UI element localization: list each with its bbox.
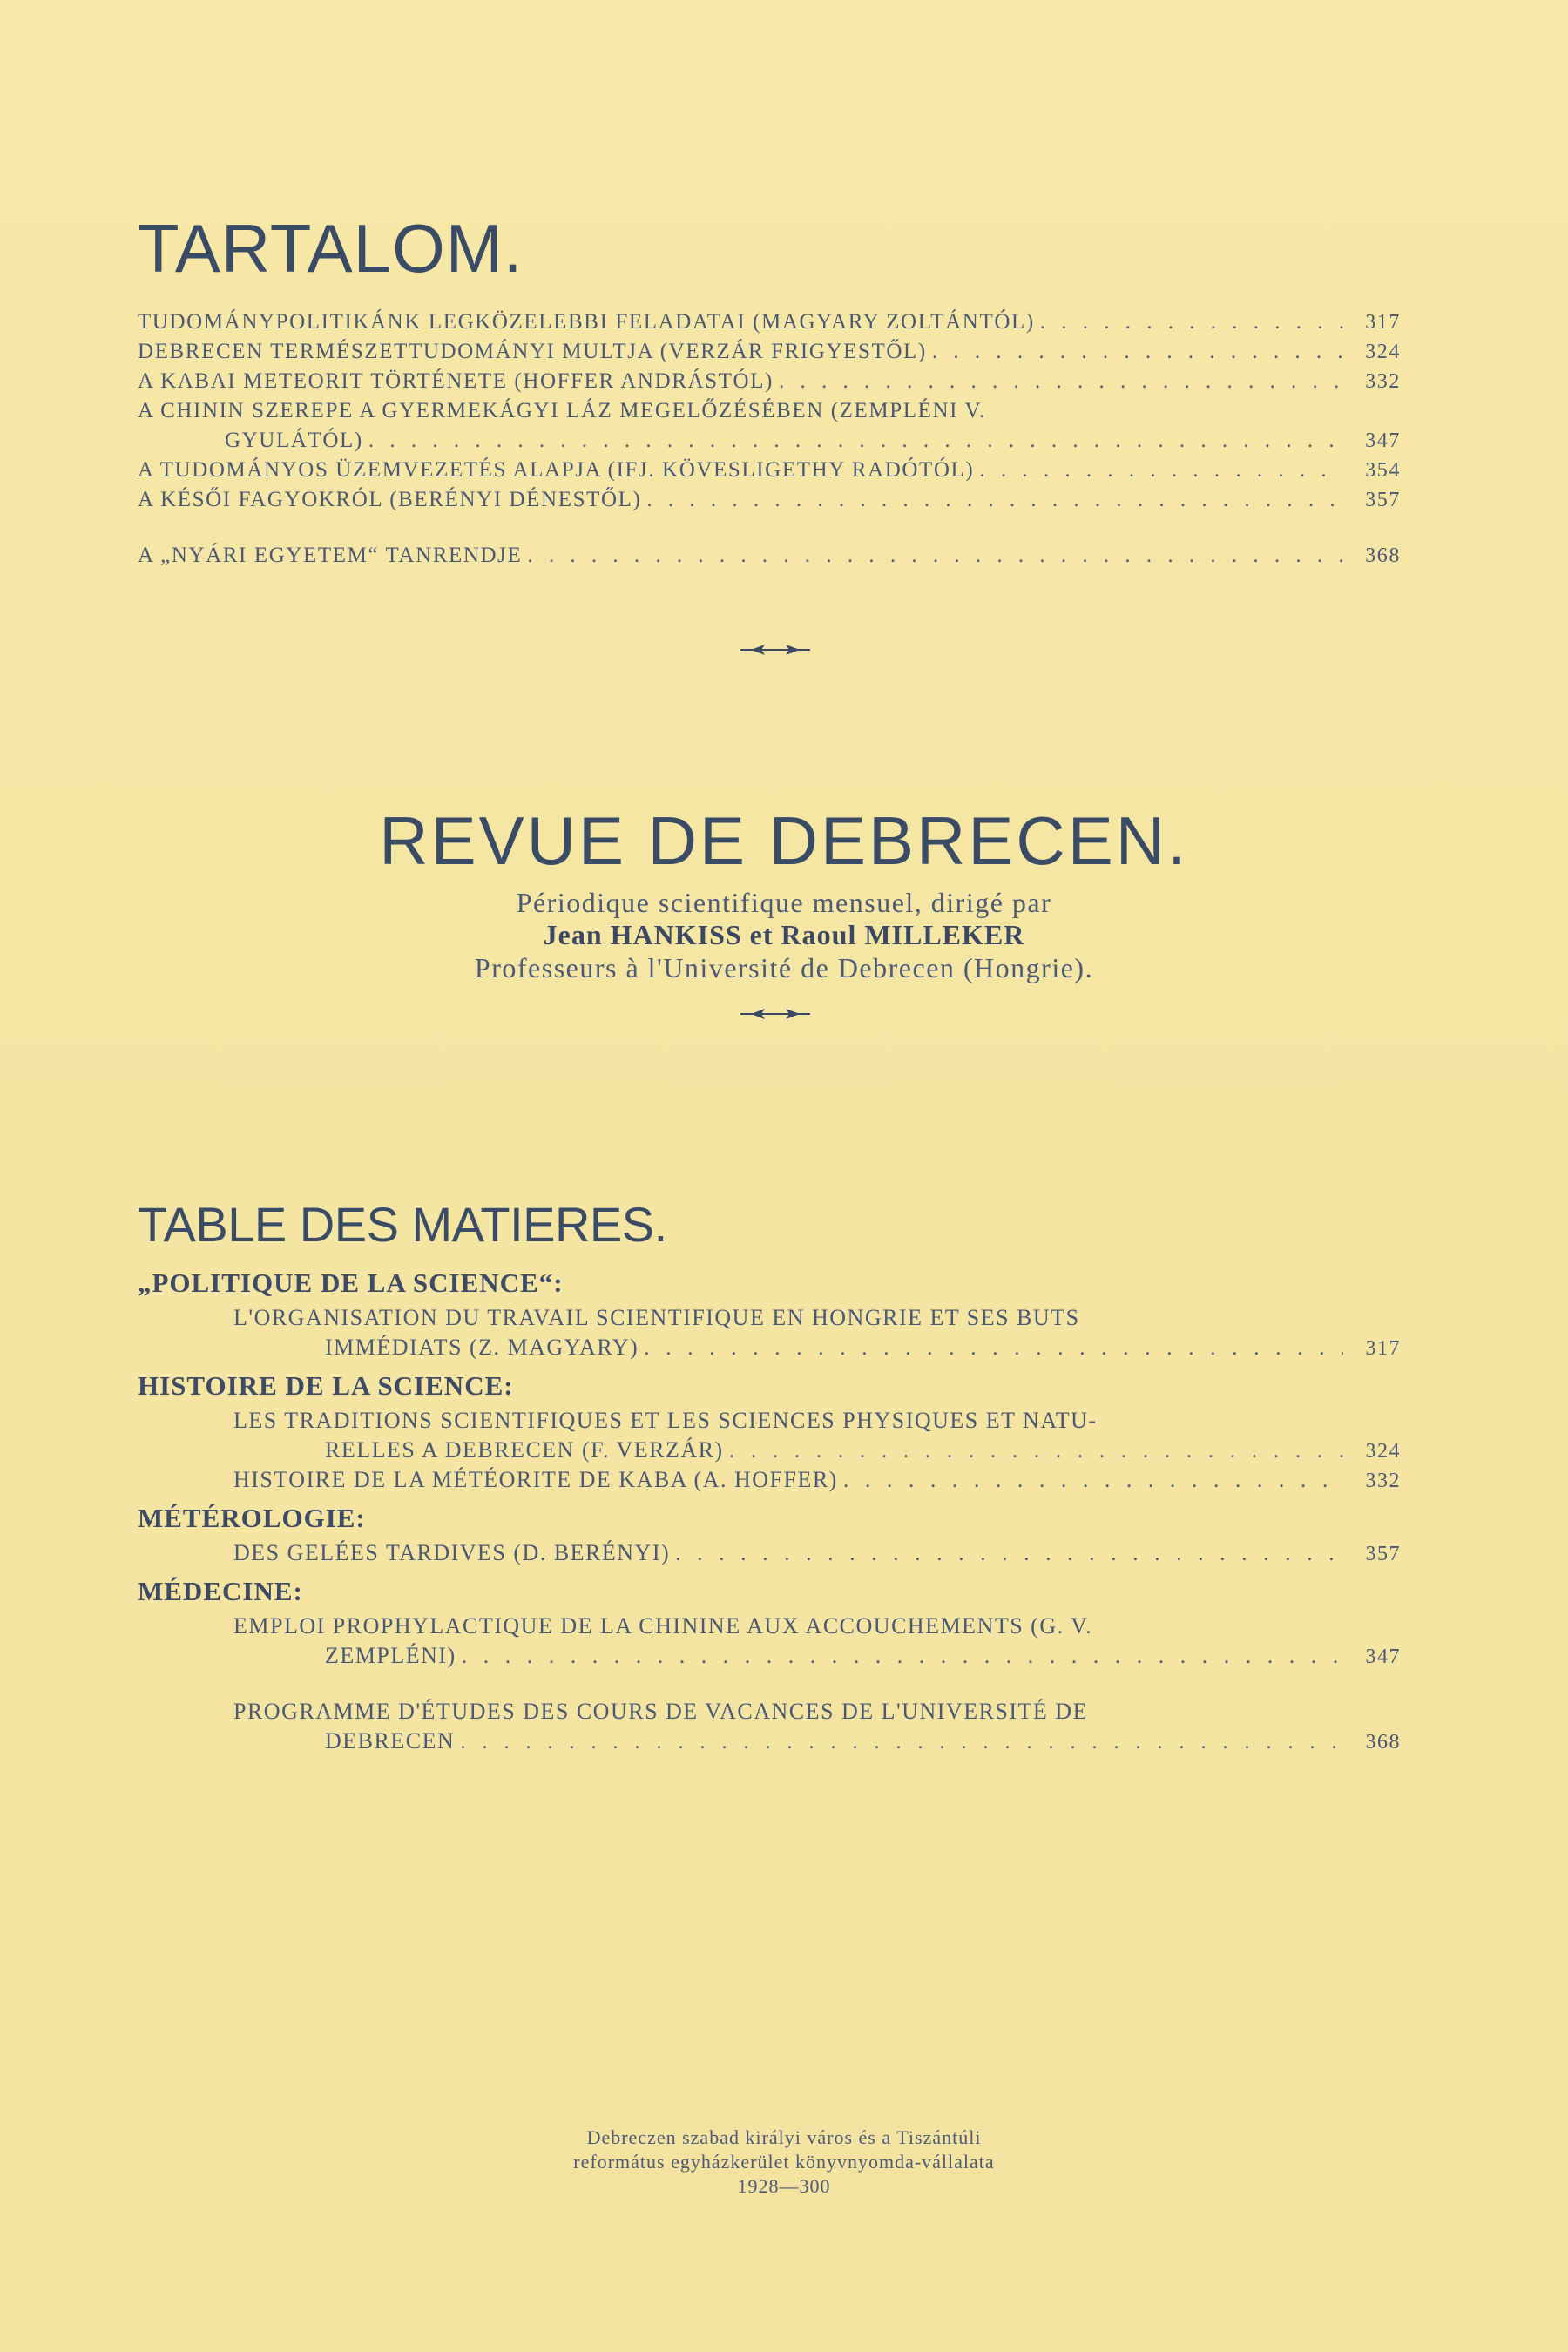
dot-leader — [979, 458, 1343, 483]
toc-entry — [138, 310, 1401, 340]
toc-entry-text: A KABAI METEORIT TÖRTÉNETE (HOFFER ANDRÁSTÓL) — [138, 369, 774, 393]
imprint-line: 1928—300 — [737, 2175, 831, 2197]
dot-leader — [460, 1728, 1343, 1754]
toc-entry — [138, 488, 1401, 517]
toc-entry-text: A CHININ SZEREPE A GYERMEKÁGYI LÁZ MEGELŐZÉSÉBEN (ZEMPLÉNI V. — [138, 399, 986, 422]
table-entry-text: LES TRADITIONS SCIENTIFIQUES ET LES SCIENCES PHYSIQUES ET NATU- — [233, 1408, 1098, 1433]
toc-entry-page: 368 — [1365, 544, 1401, 567]
toc-entry-page: 354 — [1365, 459, 1401, 482]
toc-entry — [138, 340, 1401, 369]
table-list — [138, 1261, 1401, 1758]
toc-entry-text: A „NYÁRI EGYETEM“ TANRENDJE — [138, 544, 523, 567]
dot-leader — [729, 1437, 1343, 1463]
dot-leader — [932, 340, 1343, 364]
toc-entry — [138, 369, 1401, 399]
revue-block — [0, 802, 1568, 984]
revue-professors: Professeurs à l'Université de Debrecen (Hongrie). — [474, 952, 1094, 983]
table-entry-text: PROGRAMME D'ÉTUDES DES COURS DE VACANCES DE L'UNIVERSITÉ DE — [233, 1699, 1088, 1724]
toc-entry-text-cont: GYULÁTÓL) — [225, 429, 363, 452]
dot-leader — [462, 1643, 1343, 1669]
dot-leader — [646, 488, 1343, 512]
ornament-divider — [732, 1005, 819, 1023]
toc-entry-page: 347 — [1365, 429, 1401, 452]
table-entry-text: EMPLOI PROPHYLACTIQUE DE LA CHININE AUX ACCOUCHEMENTS (G. V. — [233, 1613, 1093, 1639]
toc-entry-text: DEBRECEN TERMÉSZETTUDOMÁNYI MULTJA (VERZÁR FRIGYESTŐL) — [138, 340, 927, 363]
revue-subtitle: Périodique scientifique mensuel, dirigé par — [516, 887, 1052, 918]
toc-entry-text: A TUDOMÁNYOS ÜZEMVEZETÉS ALAPJA (IFJ. KÖVESLIGETHY RADÓTÓL) — [138, 458, 975, 482]
toc-entry-page: 332 — [1365, 370, 1401, 393]
toc-entry-page: 357 — [1365, 489, 1401, 511]
table-entry-page: 324 — [1365, 1440, 1401, 1463]
toc-entry-page: 324 — [1365, 341, 1401, 363]
category-heading: MÉDECINE: — [138, 1576, 303, 1606]
revue-directors: Jean HANKISS et Raoul MILLEKER — [543, 919, 1025, 950]
table-entry-page: 332 — [1365, 1470, 1401, 1492]
dot-leader — [779, 369, 1343, 394]
dot-leader — [1040, 310, 1343, 335]
table-entry-page: 347 — [1365, 1646, 1401, 1668]
printer-imprint — [0, 2126, 1568, 2199]
imprint-line: Debreczen szabad királyi város és a Tiszántúli — [586, 2126, 982, 2148]
toc-entry-text: A KÉSŐI FAGYOKRÓL (BERÉNYI DÉNESTŐL) — [138, 488, 642, 511]
table-entry-text: DES GELÉES TARDIVES (D. BERÉNYI) — [233, 1540, 671, 1565]
table-entry-page: 357 — [1365, 1543, 1401, 1565]
table-entry — [138, 1305, 1401, 1364]
revue-title: REVUE DE DEBRECEN. — [379, 802, 1189, 879]
ornament-divider — [732, 641, 819, 659]
category-heading: MÉTÉROLOGIE: — [138, 1503, 366, 1533]
table-entry-text-cont: DEBRECEN — [325, 1728, 456, 1754]
table-entry — [138, 1408, 1401, 1467]
table-entry-text: L'ORGANISATION DU TRAVAIL SCIENTIFIQUE EN HONGRIE ET SES BUTS — [233, 1305, 1080, 1330]
table-entry — [138, 1613, 1401, 1673]
dot-leader — [843, 1467, 1343, 1493]
dot-leader — [368, 429, 1343, 453]
category-heading: HISTOIRE DE LA SCIENCE: — [138, 1370, 514, 1401]
table-entry-final — [138, 1699, 1401, 1758]
table-title: TABLE DES MATIERES. — [138, 1197, 667, 1252]
toc-entry-page: 317 — [1365, 311, 1401, 334]
table-entry-text: HISTOIRE DE LA MÉTÉORITE DE KABA (A. HOFFER) — [233, 1467, 838, 1492]
dot-leader — [527, 544, 1343, 568]
dot-leader — [675, 1540, 1343, 1566]
table-entry — [138, 1467, 1401, 1497]
imprint-line: református egyházkerület könyvnyomda-vállalata — [573, 2151, 995, 2173]
table-entry-text-cont: ZEMPLÉNI) — [325, 1643, 456, 1668]
category-heading: „POLITIQUE DE LA SCIENCE“: — [138, 1267, 564, 1298]
spacer — [138, 1673, 1401, 1699]
toc-entries — [138, 310, 1401, 573]
table-entry — [138, 1540, 1401, 1570]
toc-entry-text: TUDOMÁNYPOLITIKÁNK LEGKÖZELEBBI FELADATAI (MAGYARY ZOLTÁNTÓL) — [138, 310, 1035, 334]
spacer — [138, 517, 1401, 544]
table-entry-text-cont: RELLES A DEBRECEN (F. VERZÁR) — [325, 1437, 724, 1463]
toc-title: TARTALOM. — [138, 210, 524, 287]
table-entry-text-cont: IMMÉDIATS (Z. MAGYARY) — [325, 1335, 639, 1360]
table-entry-page: 368 — [1365, 1731, 1401, 1754]
dot-leader — [644, 1335, 1343, 1361]
table-entry-page: 317 — [1365, 1337, 1401, 1360]
toc-entry — [138, 399, 1401, 458]
toc-entry — [138, 458, 1401, 488]
toc-entry-extra — [138, 544, 1401, 573]
